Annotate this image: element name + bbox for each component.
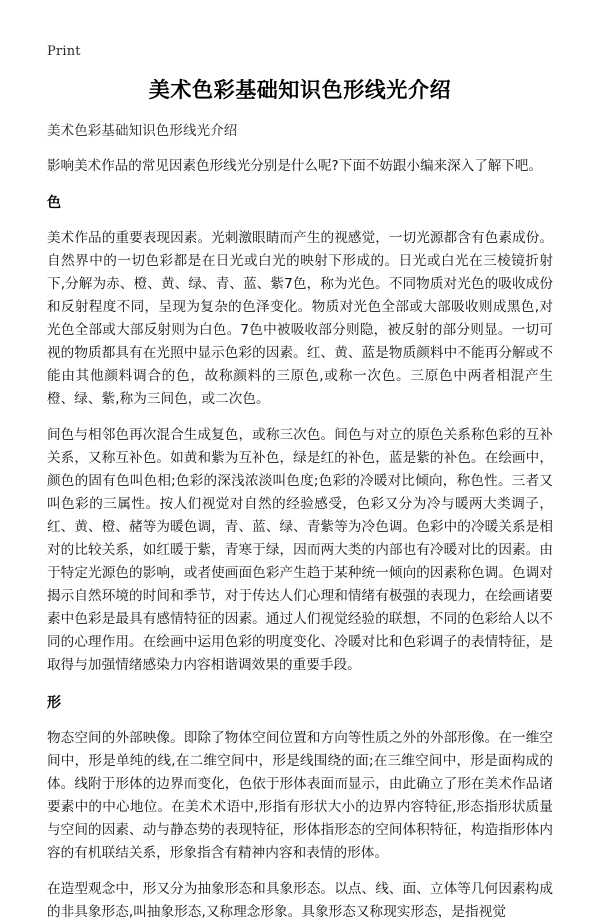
print-label[interactable]: Print	[47, 44, 81, 59]
section-se-paragraph-2: 间色与相邻色再次混合生成复色，或称三次色。间色与对立的原色关系称色彩的互补关系，又称互补色。如黄和紫为互补色，绿是红的补色，蓝是紫的补色。在绘画中，颜色的固有色叫色相;色彩的深浅浓淡叫色度;色彩的冷暖对比倾向，称色性。三者又叫色彩的三属性。按人们视觉对自然的经验感受，色彩又分为冷与暖两大类调子，红、黄、橙、赭等为暖色调，青、蓝、绿、青紫等为冷色调。色彩中的冷暖关系是相对的比较关系，如红暖于紫，青寒于绿，因而两大类的内部也有冷暖对比的因素。由于特定光源色的影响，或者使画面色彩产生趋于某种统一倾向的因素称色调。色调对揭示自然环境的时间和季节，对于传达人们心理和情绪有极强的表现力，在绘画诸要素中色彩是最具有感情特征的因素。通过人们视觉经验的联想，不同的色彩给人以不同的心理作用。在绘画中运用色彩的明度变化、冷暖对比和色彩调子的表情特征，是取得与加强情绪感染力内容相谐调效果的重要手段。	[47, 427, 553, 673]
document-body	[40, 104, 560, 924]
page-title: 美术色彩基础知识色形线光介绍	[148, 78, 452, 102]
section-xing-paragraph-2: 在造型观念中，形又分为抽象形态和具象形态。以点、线、面、立体等几何因素构成的非具象形态,叫抽象形态,又称理念形象。具象形态又称现实形态，是指视觉	[47, 881, 553, 920]
section-se-paragraph-1: 美术作品的重要表现因素。光刺激眼睛而产生的视感觉，一切光源都含有色素成份。自然界中的一切色彩都是在日光或白光的映射下形成的。日光或白光在三棱镜折射下,分解为赤、橙、黄、绿、青、蓝、紫7色，称为光色。不同物质对光色的吸收成份和反射程度不同，呈现为复杂的色泽变化。物质对光色全部或大部吸收则成黑色,对光色全部或大部反射则为白色。7色中被吸收部分则隐，被反射的部分则显。一切可视的物质都具有在光照中显示色彩的因素。红、黄、蓝是物质颜料中不能再分解或不能由其他颜料调合的色，故称颜料的三原色,或称一次色。三原色中两者相混产生橙、绿、紫,称为三间色，或二次色。	[47, 230, 553, 407]
section-heading-se: 色	[47, 195, 61, 211]
intro-paragraph: 影响美术作品的常见因素色形线光分别是什么呢?下面不妨跟小编来深入了解下吧。	[47, 158, 543, 174]
section-xing-paragraph-1: 物态空间的外部映像。即除了物体空间位置和方向等性质之外的外部形像。在一维空间中，形是单纯的线,在二维空间中，形是线围绕的面;在三维空间中，形是面构成的体。线附于形体的边界而变化，色依于形体表面而显示，由此确立了形在美术作品诸要素中的中心地位。在美术术语中,形指有形状大小的边界内容特征,形态指形状质量与空间的因素、动与静态势的表现特征，形体指形态的空间体积特征，构造指形体内容的有机联结关系，形象指含有精神内容和表情的形体。	[47, 730, 553, 861]
section-heading-xing: 形	[47, 695, 61, 711]
document-subtitle: 美术色彩基础知识色形线光介绍	[47, 123, 238, 139]
